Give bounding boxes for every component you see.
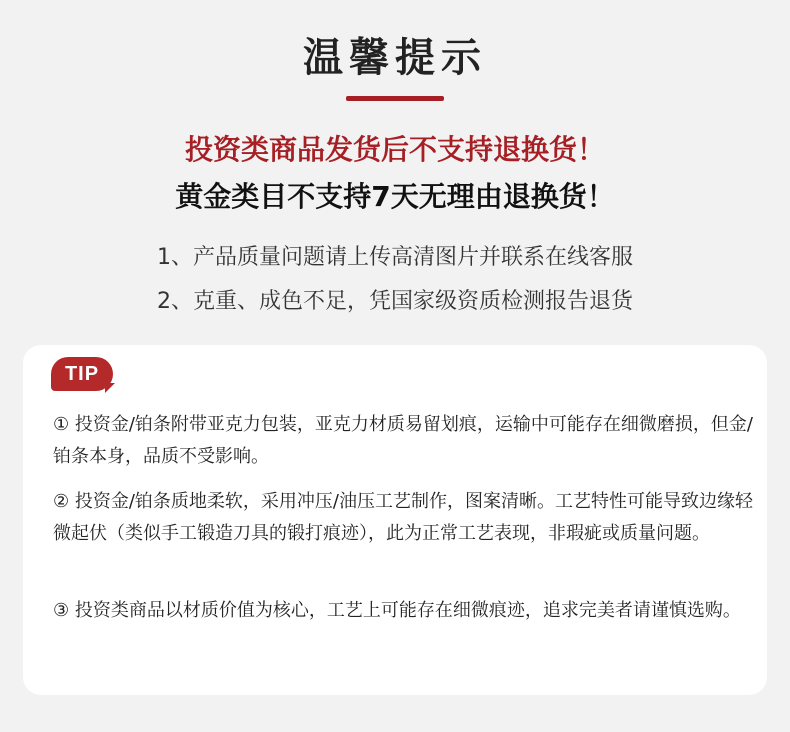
gold-return-policy-warning: 黄金类目不支持7天无理由退换货！ bbox=[175, 180, 615, 213]
tip-badge: TIP bbox=[51, 357, 113, 391]
tip-note-craft: ② 投资金/铂条质地柔软，采用冲压/油压工艺制作，图案清晰。工艺特性可能导致边缘轻微起伏（类似手工锻造刀具的锻打痕迹），此为正常工艺表现，非瑕疵或质量问题。 bbox=[53, 491, 753, 544]
rule-quality-issue: 1、产品质量问题请上传高清图片并联系在线客服 bbox=[157, 245, 633, 270]
tip-card bbox=[23, 345, 767, 695]
tip-note-packaging: ① 投资金/铂条附带亚克力包装，亚克力材质易留划痕，运输中可能存在细微磨损，但金/铂条本身，品质不受影响。 bbox=[53, 414, 753, 467]
rule-weight-purity: 2、克重、成色不足，凭国家级资质检测报告退货 bbox=[157, 289, 633, 314]
title-underline bbox=[346, 96, 444, 101]
tip-note-caution: ③ 投资类商品以材质价值为核心，工艺上可能存在细微痕迹，追求完美者请谨慎选购。 bbox=[53, 600, 741, 621]
return-policy-warning: 投资类商品发货后不支持退换货！ bbox=[184, 133, 605, 166]
page-title: 温馨提示 bbox=[303, 35, 487, 81]
